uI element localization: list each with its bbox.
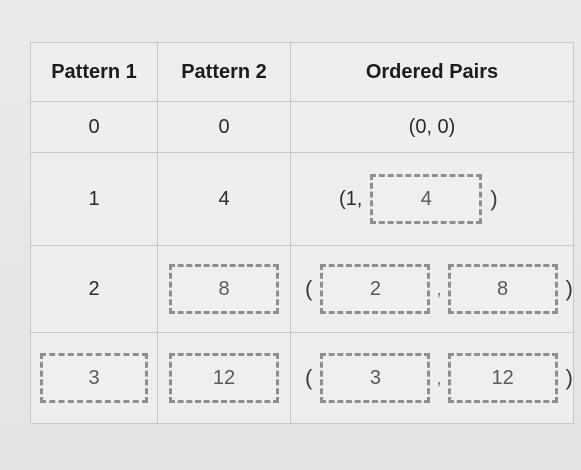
row-3-pattern-2-cell bbox=[158, 333, 291, 424]
row-1-pair-y-input[interactable]: 4 bbox=[370, 174, 482, 224]
table-row bbox=[31, 153, 574, 246]
row-3-close-paren: ) bbox=[565, 365, 573, 390]
row-0-pattern-2: 0 bbox=[158, 102, 291, 153]
header-pattern-1: Pattern 1 bbox=[31, 43, 158, 102]
row-2-comma: , bbox=[436, 278, 442, 299]
row-2-pattern-2-input[interactable]: 8 bbox=[169, 264, 279, 314]
table-row bbox=[31, 333, 574, 424]
row-1-pattern-2: 4 bbox=[158, 153, 291, 246]
row-2-pattern-2-cell bbox=[158, 246, 291, 333]
row-3-comma: , bbox=[436, 367, 442, 388]
row-1-pair-suffix: ) bbox=[490, 186, 498, 211]
row-0-pair-text: (0, 0) bbox=[408, 115, 456, 138]
row-2-pair-x-input[interactable]: 2 bbox=[320, 264, 430, 314]
row-0-pattern-1: 0 bbox=[31, 102, 158, 153]
row-3-pair-y-input[interactable]: 12 bbox=[448, 353, 558, 403]
table-row bbox=[31, 102, 574, 153]
row-3-pair-x-input[interactable]: 3 bbox=[320, 353, 430, 403]
header-pattern-2: Pattern 2 bbox=[158, 43, 291, 102]
header-ordered-pairs: Ordered Pairs bbox=[291, 43, 574, 102]
patterns-table bbox=[30, 42, 574, 424]
row-2-open-paren: ( bbox=[305, 276, 313, 301]
row-1-pattern-1: 1 bbox=[31, 153, 158, 246]
row-2-pattern-1: 2 bbox=[31, 246, 158, 333]
table-row bbox=[31, 246, 574, 333]
row-2-ordered-pair bbox=[291, 246, 574, 333]
row-2-close-paren: ) bbox=[565, 276, 573, 301]
row-0-ordered-pair bbox=[291, 102, 574, 153]
row-3-pattern-2-input[interactable]: 12 bbox=[169, 353, 279, 403]
row-3-open-paren: ( bbox=[305, 365, 313, 390]
row-3-ordered-pair bbox=[291, 333, 574, 424]
row-3-pattern-1-cell bbox=[31, 333, 158, 424]
row-2-pair-y-input[interactable]: 8 bbox=[448, 264, 558, 314]
row-1-pair-prefix: (1, bbox=[339, 187, 363, 210]
row-3-pattern-1-input[interactable]: 3 bbox=[40, 353, 148, 403]
row-1-ordered-pair bbox=[291, 153, 574, 246]
